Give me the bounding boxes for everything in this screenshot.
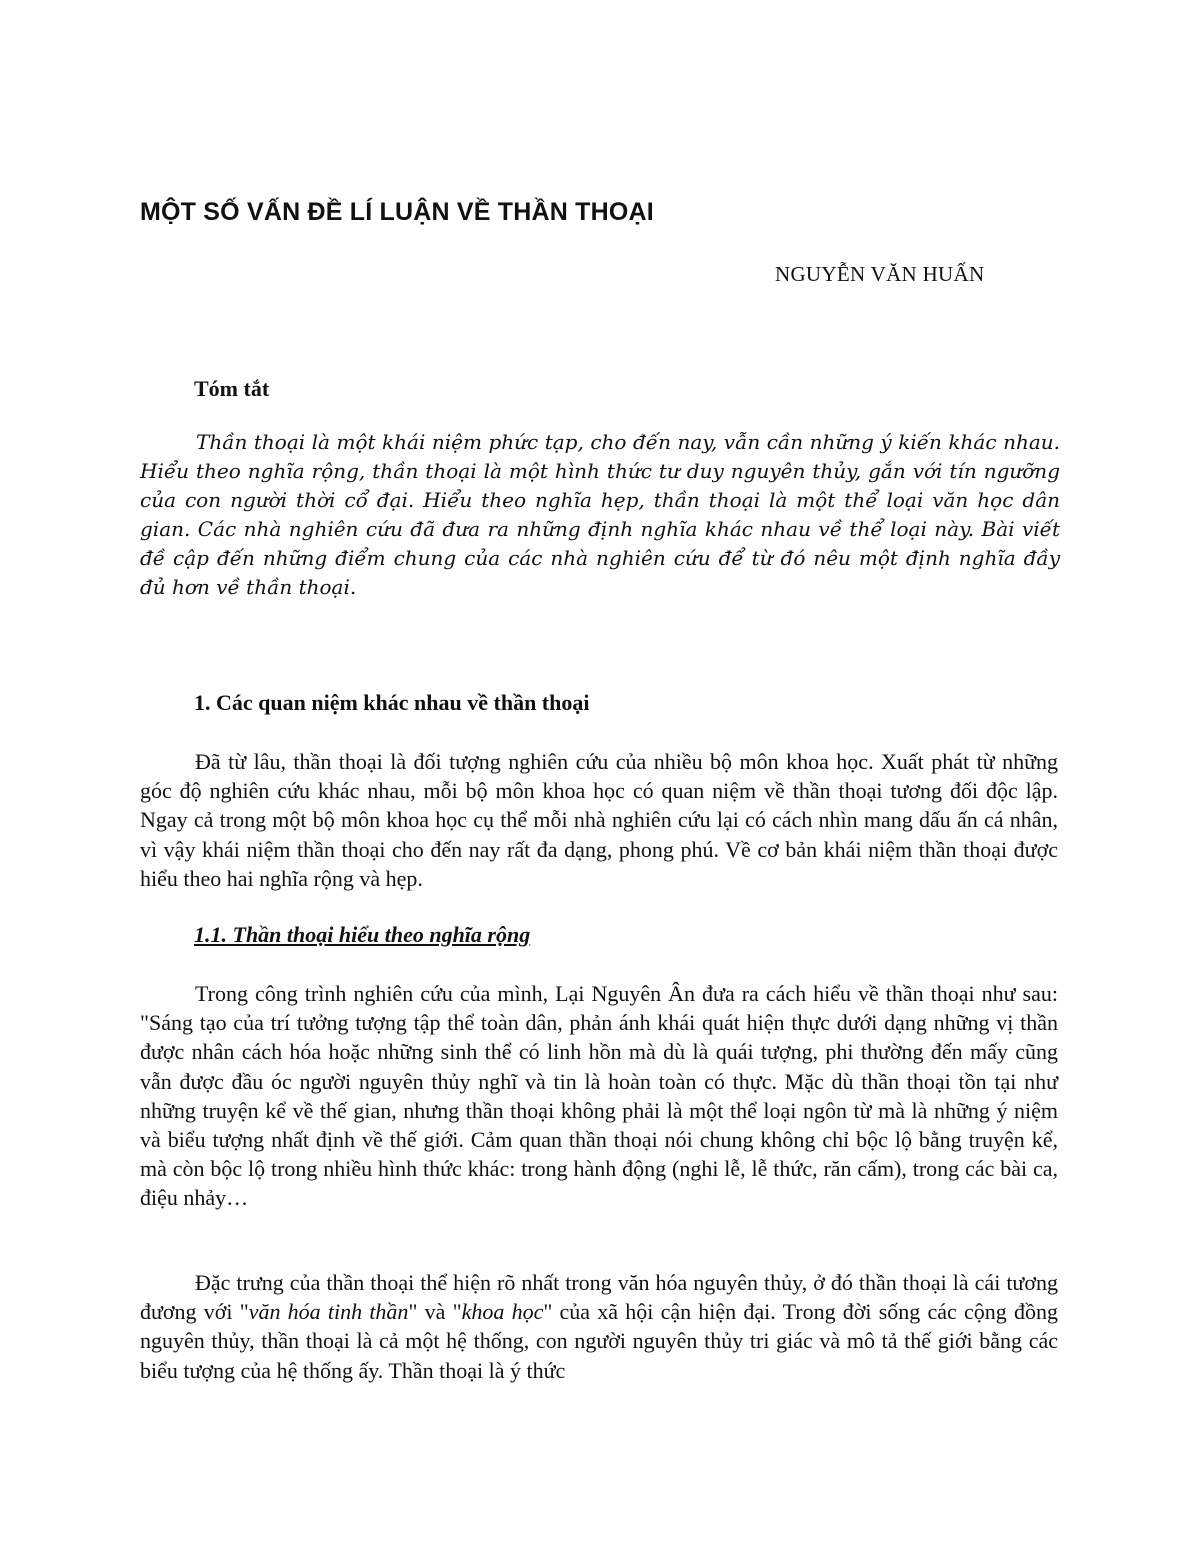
subsection-1-1-heading: 1.1. Thần thoại hiểu theo nghĩa rộng [194,922,531,947]
subsection-1-1-paragraph-2 [140,1268,1058,1385]
p3-text-3: " của xã hội cận hiện đại. Trong đời sống các cộng đồng nguyên thủy, thần thoại là cả một hệ thống, con người nguyên thủy tri giác và mô tả thế giới bằng các biểu tượng của hệ thống ấy. Thần thoại là ý thức [140,1299,1058,1383]
p3-italic-term-1: văn hóa tinh thần [248,1299,409,1325]
subsection-1-1-paragraph: Trong công trình nghiên cứu của mình, Lại Nguyên Ân đưa ra cách hiểu về thần thoại như sau: "Sáng tạo của trí tưởng tượng tập thể toàn dân, phản ánh khái quát hiện thực dưới dạng những vị thần được nhân cách hóa hoặc những sinh thể có linh hồn mà dù là quái tượng, phi thường đến mấy cũng vẫn được đầu óc người nguyên thủy nghĩ và tin là hoàn toàn có thực. Mặc dù thần thoại tồn tại như những truyện kể về thế gian, nhưng thần thoại không phải là một thể loại ngôn từ mà là những ý niệm và biểu tượng nhất định về thế giới. Cảm quan thần thoại nói chung không chỉ bộc lộ bằng truyện kể, mà còn bộc lộ trong nhiều hình thức khác: trong hành động (nghi lễ, lễ thức, răn cấm), trong các bài ca, điệu nhảy… [140,981,1058,1211]
section-1-paragraph: Đã từ lâu, thần thoại là đối tượng nghiên cứu của nhiều bộ môn khoa học. Xuất phát từ những góc độ nghiên cứu khác nhau, mỗi bộ môn khoa học có quan niệm về thần thoại tương đối độc lập. Ngay cả trong một bộ môn khoa học cụ thể mỗi nhà nghiên cứu lại có cách nhìn mang dấu ấn cá nhân, vì vậy khái niệm thần thoại cho đến nay rất đa dạng, phong phú. Về cơ bản khái niệm thần thoại được hiểu theo hai nghĩa rộng và hẹp. [140,749,1058,891]
section-1-heading: 1. Các quan niệm khác nhau về thần thoại [194,690,590,715]
author-name: NGUYỄN VĂN HUẤN [775,262,985,286]
abstract-text: Thần thoại là một khái niệm phức tạp, cho đến nay, vẫn cần những ý kiến khác nhau. Hiểu theo nghĩa rộng, thần thoại là một hình thức tư duy nguyên thủy, gắn với tín ngưỡng của con người thời cổ đại. Hiểu theo nghĩa hẹp, thần thoại là một thể loại văn học dân gian. Các nhà nghiên cứu đã đưa ra những định nghĩa khác nhau về thể loại này. Bài viết đề cập đến những điểm chung của các nhà nghiên cứu để từ đó nêu một định nghĩa đầy đủ hơn về thần thoại. [140,430,1060,599]
p3-text-1: Đặc trưng của thần thoại thể hiện rõ nhất trong văn hóa nguyên thủy, ở đó thần thoại là cái tương đương với " [140,1270,1058,1325]
p3-italic-term-2: khoa học [461,1299,544,1325]
p3-text-2: " và " [408,1299,462,1325]
abstract-heading: Tóm tắt [194,376,270,401]
document-title: MỘT SỐ VẤN ĐỀ LÍ LUẬN VỀ THẦN THOẠI [140,198,654,226]
